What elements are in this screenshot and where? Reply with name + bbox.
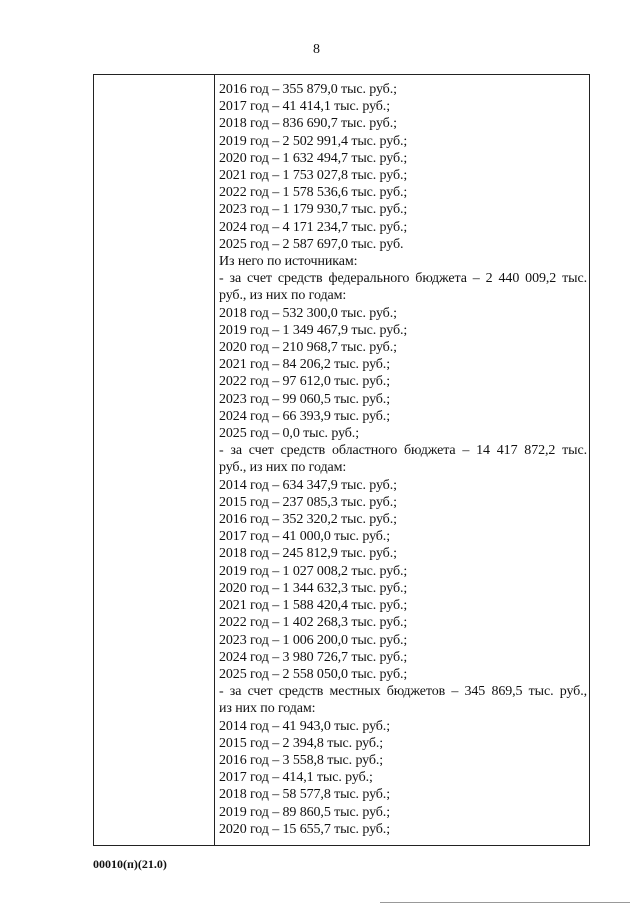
text-line: 2019 год – 1 349 467,9 тыс. руб.;	[219, 322, 408, 338]
text-line: 2024 год – 3 980 726,7 тыс. руб.;	[219, 649, 408, 665]
text-line: 2016 год – 352 320,2 тыс. руб.;	[219, 512, 397, 528]
text-line: 2022 год – 1 578 536,6 тыс. руб.;	[219, 185, 408, 201]
text-line: 2023 год – 1 006 200,0 тыс. руб.;	[219, 632, 408, 648]
text-line: 2025 год – 2 558 050,0 тыс. руб.;	[219, 666, 408, 682]
text-line: 2021 год – 1 588 420,4 тыс. руб.;	[219, 598, 408, 614]
text-line: 2025 год – 2 587 697,0 тыс. руб.	[219, 236, 404, 252]
text-line: 2024 год – 4 171 234,7 тыс. руб.;	[219, 219, 408, 235]
text-line: 2020 год – 210 968,7 тыс. руб.;	[219, 340, 397, 356]
table-label-cell	[94, 75, 215, 845]
document-code: 00010(п)(21.0)	[93, 857, 167, 871]
text-line: 2022 год – 1 402 268,3 тыс. руб.;	[219, 615, 408, 631]
text-line: 2018 год – 532 300,0 тыс. руб.;	[219, 305, 397, 321]
text-line: руб., из них по годам:	[219, 460, 347, 476]
text-line: 2022 год – 97 612,0 тыс. руб.;	[219, 374, 390, 390]
text-line: 2020 год – 1 344 632,3 тыс. руб.;	[219, 580, 408, 596]
text-line: 2018 год – 836 690,7 тыс. руб.;	[219, 116, 397, 132]
table-value-cell	[219, 81, 587, 838]
text-line: 2014 год – 634 347,9 тыс. руб.;	[219, 477, 397, 493]
text-line: 2018 год – 245 812,9 тыс. руб.;	[219, 546, 397, 562]
text-line: 2019 год – 1 027 008,2 тыс. руб.;	[219, 563, 408, 579]
text-line: 2017 год – 41 000,0 тыс. руб.;	[219, 529, 390, 545]
text-line: 2024 год – 66 393,9 тыс. руб.;	[219, 408, 390, 424]
text-line: 2014 год – 41 943,0 тыс. руб.;	[219, 718, 390, 734]
text-line: 2016 год – 3 558,8 тыс. руб.;	[219, 752, 384, 768]
content-table	[93, 74, 590, 846]
text-line: 2020 год – 15 655,7 тыс. руб.;	[219, 821, 390, 837]
text-line: 2023 год – 99 060,5 тыс. руб.;	[219, 391, 390, 407]
text-line: 2019 год – 2 502 991,4 тыс. руб.;	[219, 133, 408, 149]
text-line: 2017 год – 41 414,1 тыс. руб.;	[219, 99, 390, 115]
text-line: 2023 год – 1 179 930,7 тыс. руб.;	[219, 202, 408, 218]
text-line: из них по годам:	[219, 701, 316, 717]
text-line: 2021 год – 1 753 027,8 тыс. руб.;	[219, 168, 408, 184]
text-line: - за счет средств местных бюджетов – 345 869,5 тыс. руб.,	[219, 684, 587, 700]
text-line: Из него по источникам:	[219, 254, 358, 270]
text-line: руб., из них по годам:	[219, 288, 347, 304]
text-line: 2019 год – 89 860,5 тыс. руб.;	[219, 804, 390, 820]
text-line: 2015 год – 2 394,8 тыс. руб.;	[219, 735, 384, 751]
page-number: 8	[313, 42, 320, 57]
text-line: 2018 год – 58 577,8 тыс. руб.;	[219, 787, 390, 803]
scan-artifact-line	[380, 902, 630, 903]
text-line: 2015 год – 237 085,3 тыс. руб.;	[219, 494, 397, 510]
text-line: 2021 год – 84 206,2 тыс. руб.;	[219, 357, 390, 373]
text-line: 2025 год – 0,0 тыс. руб.;	[219, 426, 359, 442]
text-line: - за счет средств федерального бюджета – 2 440 009,2 тыс.	[219, 271, 587, 287]
text-line: - за счет средств областного бюджета – 14 417 872,2 тыс.	[219, 443, 587, 459]
text-line: 2020 год – 1 632 494,7 тыс. руб.;	[219, 150, 408, 166]
text-line: 2017 год – 414,1 тыс. руб.;	[219, 770, 373, 786]
text-line: 2016 год – 355 879,0 тыс. руб.;	[219, 82, 397, 97]
